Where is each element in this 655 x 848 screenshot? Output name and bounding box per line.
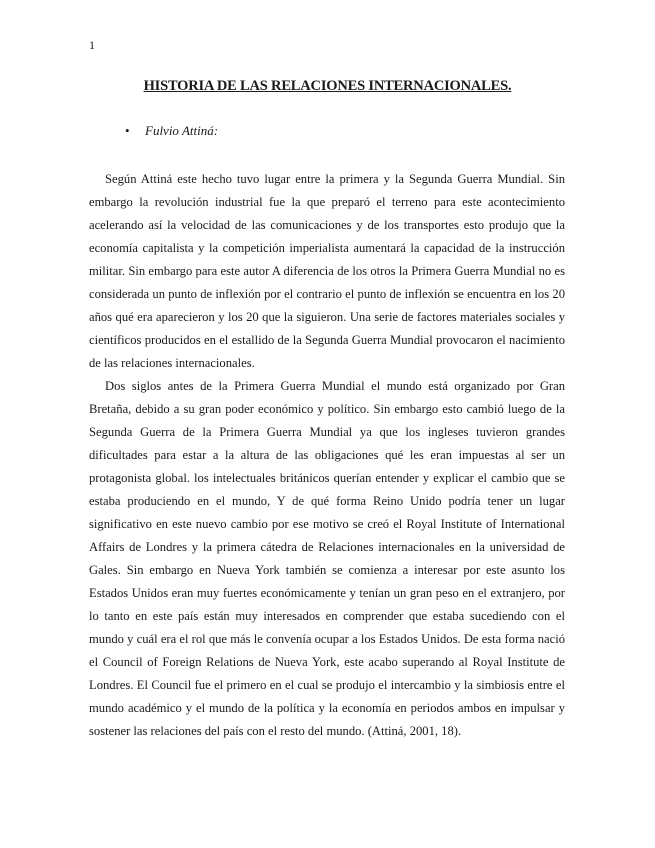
paragraph-2: Dos siglos antes de la Primera Guerra Mundial el mundo está organizado por Gran Bretaña, debido a su gran poder económico y político. Sin embargo esto cambió luego de la Segunda Guerra de la Primera Guerra Mundial ya que los ingleses tuvieron grandes dificultades para estar a la altura de las obligaciones qué les eran impuestas al ser un protagonista global. los intelectuales británicos querían entender y explicar el cambio que se estaba produciendo en el mundo, Y de qué forma Reino Unido podría tener un lugar significativo en este nuevo cambio por ese motivo se creó el Royal Institute of International Affairs de Londres y la primera cátedra de Relaciones internacionales en la universidad de Gales. Sin embargo en Nueva York también se comienza a interesar por este asunto los Estados Unidos eran muy fuertes económicamente y tenían un gran peso en el extranjero, por lo tanto en este país están muy interesados en comprender que estaba sucediendo con el mundo y cuál era el rol que más le convenía ocupar a los Estados Unidos. De esta forma nació el Council of Foreign Relations de Nueva York, este acabo superando al Royal Institute de Londres. El Council fue el primero en el cual se produjo el intercambio y la simbiosis entre el mundo académico y el mundo de la política y la economía en periodos ambos en impulsar y sostener las relaciones del país con el resto del mundo. (Attiná, 2001, 18). <box>89 379 565 738</box>
document-title: HISTORIA DE LAS RELACIONES INTERNACIONALES. <box>143 78 512 94</box>
author-list-item <box>125 123 218 139</box>
author-name: Fulvio Attiná: <box>145 123 219 138</box>
body-text <box>89 168 565 743</box>
paragraph-1: Según Attiná este hecho tuvo lugar entre la primera y la Segunda Guerra Mundial. Sin embargo la revolución industrial fue la que preparó el terreno para este acontecimiento acelerando así la velocidad de las comunicaciones y de los transportes esto produjo que la economía capitalista y la competición imperialista aumentará la capacidad de la instrucción militar. Sin embargo para este autor A diferencia de los otros la Primera Guerra Mundial no es considerada un punto de inflexión por el contrario el punto de inflexión se encuentra en los 20 años qué era aparecieron y los 20 que la siguieron. Una serie de factores materiales sociales y científicos producidos en el estallido de la Segunda Guerra Mundial provocaron el nacimiento de las relaciones internacionales. <box>89 172 565 370</box>
page-number: 1 <box>89 38 95 52</box>
bullet-icon: • <box>125 123 130 138</box>
